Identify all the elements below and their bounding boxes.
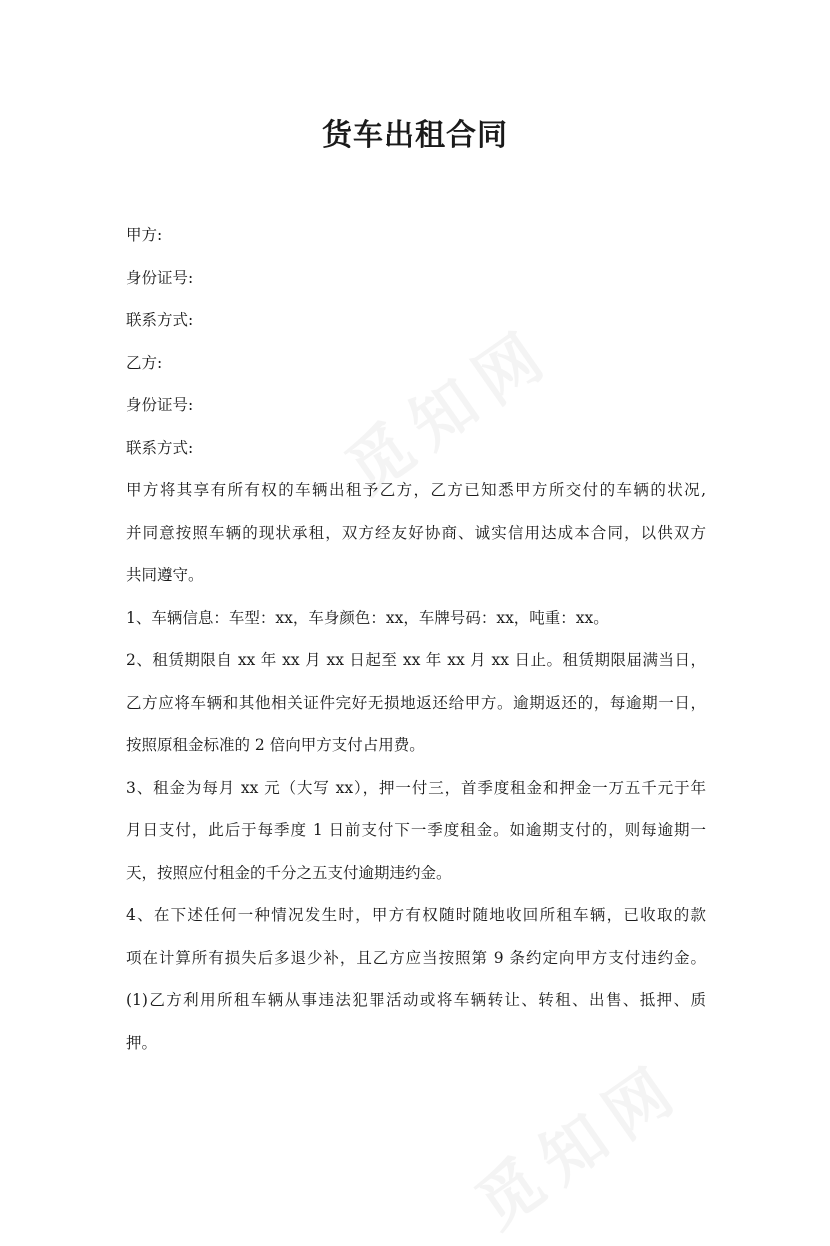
clause-line: 项在计算所有损失后多退少补，且乙方应当按照第 9 条约定向甲方支付违约金。 (126, 948, 706, 967)
paragraph-line: 共同遵守。 (126, 566, 204, 584)
document-body (126, 214, 706, 1064)
party-b-label: 乙方: (126, 353, 163, 372)
party-a-id-number-label: 身份证号: (126, 268, 194, 287)
clause-line: 1、车辆信息：车型：xx，车身颜色：xx，车牌号码：xx，吨重：xx。 (126, 608, 609, 627)
clause-line: 4、在下述任何一种情况发生时，甲方有权随时随地收回所租车辆，已收取的款 (126, 906, 706, 924)
document-title: 货车出租合同 (322, 118, 508, 153)
clause-line: 按照原租金标准的 2 倍向甲方支付占用费。 (126, 736, 425, 754)
party-b-contact-label: 联系方式: (126, 438, 194, 457)
paragraph-line: 甲方将其享有所有权的车辆出租予乙方，乙方已知悉甲方所交付的车辆的状况, (126, 481, 706, 499)
party-a-contact-label: 联系方式: (126, 311, 194, 329)
clause-line: 月日支付，此后于每季度 1 日前支付下一季度租金。如逾期支付的，则每逾期一 (126, 821, 706, 839)
paragraph-line: 并同意按照车辆的现状承租，双方经友好协商、诚实信用达成本合同，以供双方 (126, 523, 706, 542)
clause-line: 3、租金为每月 xx 元（大写 xx），押一付三，首季度租金和押金一万五千元于年 (126, 778, 706, 797)
clause-line: 押。 (126, 1033, 158, 1052)
watermark (455, 1036, 699, 1246)
party-a-label: 甲方: (126, 226, 163, 244)
clause-line: (1)乙方利用所租车辆从事违法犯罪活动或将车辆转让、转租、出售、抵押、质 (126, 991, 706, 1009)
clause-line: 2、租赁期限自 xx 年 xx 月 xx 日起至 xx 年 xx 月 xx 日止。租赁期限届满当日， (126, 651, 706, 669)
clause-line: 天，按照应付租金的千分之五支付逾期违约金。 (126, 863, 452, 882)
clause-line: 乙方应将车辆和其他相关证件完好无损地返还给甲方。逾期返还的，每逾期一日， (126, 693, 706, 712)
party-b-id-number-label: 身份证号: (126, 396, 194, 414)
